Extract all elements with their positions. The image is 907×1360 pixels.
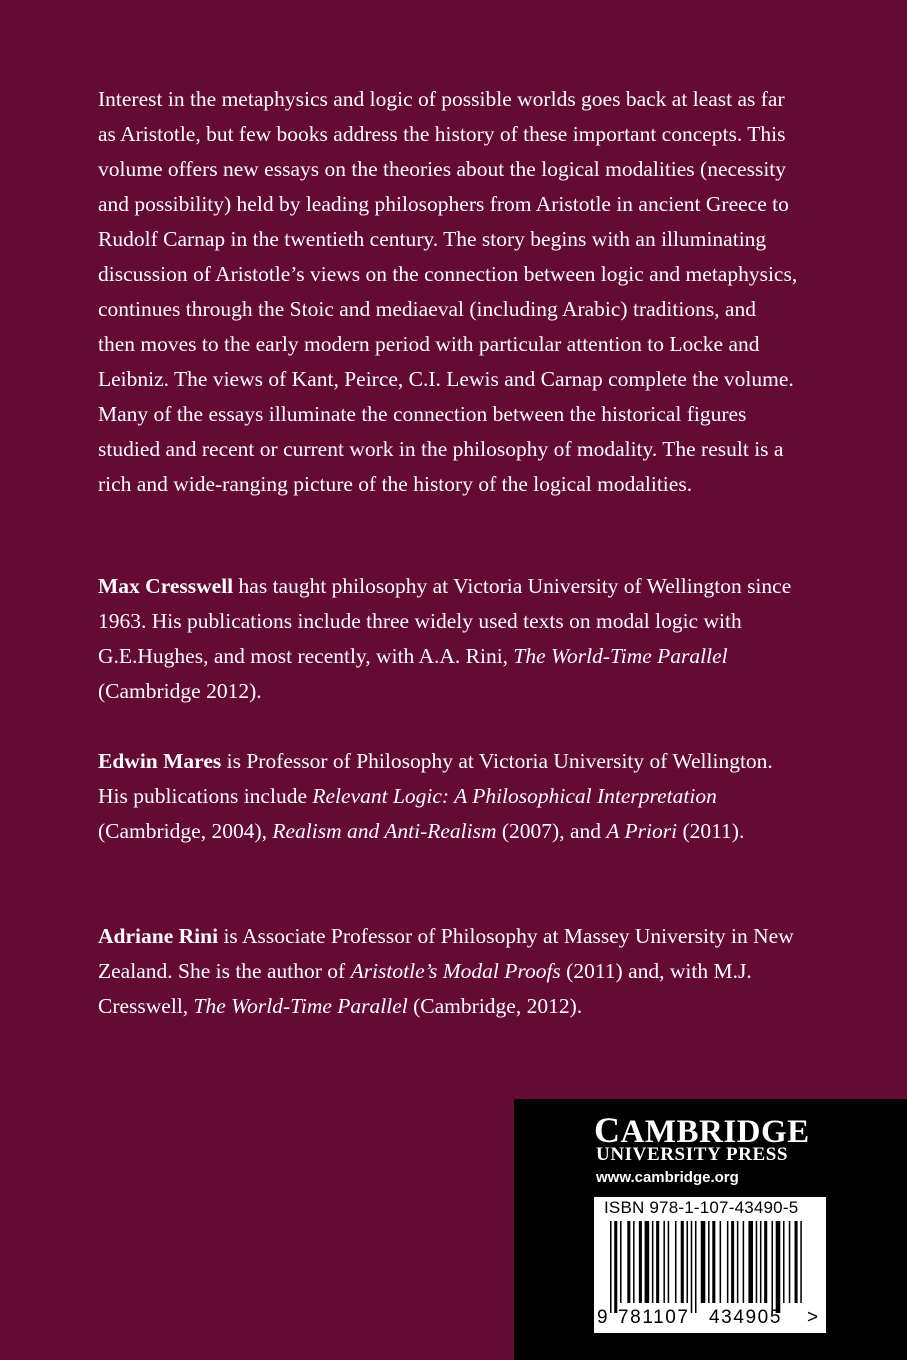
- author-name: Max Cresswell: [98, 574, 234, 598]
- barcode-icon: [610, 1221, 810, 1313]
- book-title: A Priori: [606, 819, 678, 843]
- author-name: Edwin Mares: [98, 749, 222, 773]
- author-bio-cresswell: [98, 569, 798, 709]
- bio-text: (Cambridge 2012).: [98, 679, 262, 703]
- book-title: Relevant Logic: A Philosophical Interpretation: [312, 784, 717, 808]
- bio-text: (2011) and, with M.J. Cresswell,: [98, 959, 752, 1018]
- bio-text: has taught philosophy at Victoria University of Wellington since 1963. His publications include three widely used texts on modal logic with G.E.Hughes, and most recently, with A.A. Rini,: [98, 574, 792, 668]
- book-description: Interest in the metaphysics and logic of possible worlds goes back at least as far as Aristotle, but few books address the history of these important concepts. This volume offers new essays on the theories about the logical modalities (necessity and possibility) held by leading philosophers from Aristotle in ancient Greece to Rudolf Carnap in the twentieth century. The story begins with an illuminating discussion of Aristotle’s views on the connection between logic and metaphysics, continues through the Stoic and mediaeval (including Arabic) traditions, and then moves to the early modern period with particular attention to Locke and Leibniz. The views of Kant, Peirce, C.I. Lewis and Carnap complete the volume. Many of the essays illuminate the connection between the historical figures studied and recent or current work in the philosophy of modality. The result is a rich and wide-ranging picture of the history of the logical modalities.: [98, 87, 798, 496]
- author-name: Adriane Rini: [98, 924, 219, 948]
- bio-text: (Cambridge, 2004),: [98, 819, 273, 843]
- author-bio-rini: [98, 919, 798, 1024]
- barcode-digits-right: 434905: [709, 1307, 783, 1328]
- publisher-initial: C: [594, 1110, 621, 1150]
- publisher-box: [514, 1099, 907, 1360]
- publisher-url: www.cambridge.org: [596, 1169, 739, 1186]
- publisher-name-rest: AMBRIDGE: [620, 1114, 810, 1150]
- isbn-label: ISBN 978-1-107-43490-5: [604, 1198, 799, 1217]
- author-bio-mares: [98, 744, 798, 849]
- barcode-digit-first: 9: [597, 1307, 608, 1328]
- book-title: Aristotle’s Modal Proofs: [350, 959, 561, 983]
- bio-text: is Professor of Philosophy at Victoria University of Wellington. His publications include: [98, 749, 773, 808]
- book-title: The World-Time Parallel: [193, 994, 408, 1018]
- bio-text: (2007), and: [496, 819, 607, 843]
- barcode-panel: [594, 1197, 826, 1333]
- barcode-arrow: >: [807, 1307, 819, 1328]
- book-title: The World-Time Parallel: [513, 644, 728, 668]
- book-title: Realism and Anti-Realism: [272, 819, 497, 843]
- bio-text: is Associate Professor of Philosophy at Massey University in New Zealand. She is the author of: [98, 924, 794, 983]
- barcode-digits-left: 781107: [618, 1307, 690, 1328]
- publisher-subname: UNIVERSITY PRESS: [596, 1144, 789, 1165]
- bio-text: (2011).: [677, 819, 745, 843]
- bio-text: (Cambridge, 2012).: [407, 994, 583, 1018]
